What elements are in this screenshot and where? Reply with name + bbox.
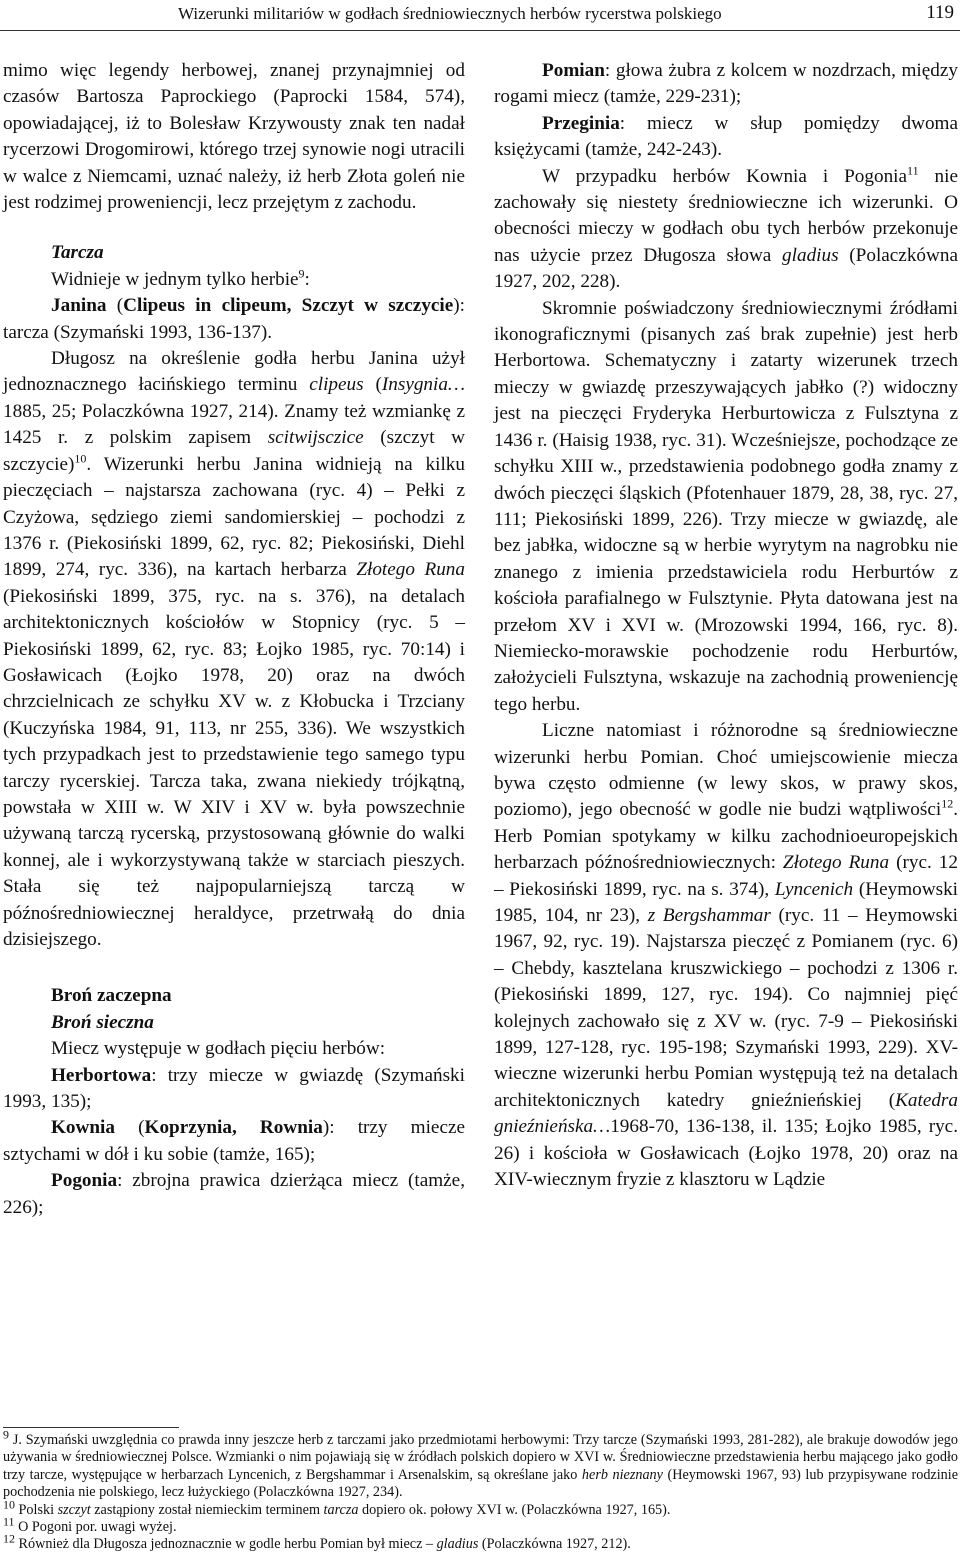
footnote-ref-12[interactable]: 12 (941, 796, 954, 811)
running-title: Wizerunki militariów w godłach średniowiecznych herbów rycerstwa polskiego (178, 4, 722, 23)
paragraph-pomian: Liczne natomiast i różnorodne są średniowieczne wizerunki herbu Pomian. Choć umiejscowienie miecza bywa często odmienne (w lewy skos, w prawy skos, poziomo), jego obecność w godle nie budzi wątpliwości$^{12}$. Herb Pomian spotykamy w kilku zachodnioeuropejskich herbarzach późnośredniowiecznych: Złotego Runa (ryc. 12 – Piekosiński 1899, ryc. na s. 374), Lyncenich (Heymowski 1985, 104, nr 23), z Bergshammar (ryc. 11 – Heymowski 1967, 92, ryc. 19). Najstarsza pieczęć z Pomianem (ryc. 6) – Chebdy, kasztelana kruszwickiego – pochodzi z 1306 r. (Piekosiński 1899, 127, ryc. 194). Co najmniej pięć kolejnych zachowało się z XV w. (ryc. 7-9 – Piekosiński 1899, 127-128, ryc. 195-198; Szymański 1993, 229). XV-wieczne wizerunki herbu Pomian występują też na detalach architektonicznych katedry gnieźnieńskiej (Katedra gnieźnieńska…1968-70, 136-138, il. 135; Łojko 1985, ryc. 26) i kościoła w Gosławicach (Łojko 1978, 20) oraz na XIV-wiecznym fryzie z klasztoru w Lądzie (494, 720, 958, 1191)
header-rule (0, 30, 960, 31)
running-header (0, 0, 960, 30)
herb-name-janina: Janina (51, 295, 107, 317)
left-column (3, 58, 465, 1221)
paragraph-herbortowa: Skromnie poświadczony średniowiecznymi źródłami ikonograficznymi (pisanych zaś brak zupełnie) jest herb Herbortowa. Schematyczny i zatarty wizerunek trzech mieczy w gwiazdę przeszywających jabłko (?) widoczny jest na pieczęci Fryderyka Herburtowicza z Fulsztyna z 1436 r. (Haisig 1938, ryc. 31). Wcześniejsze, pochodzące ze schyłku XIII w., przedstawienia podobnego godła znamy z dwóch pieczęci śląskich (Pfotenhauer 1879, 28, 38, ryc. 27, 111; Piekosiński 1899, 226). Trzy miecze w gwiazdę, ale bez jabłka, widoczne są w herbie wyrytym na nagrobku nie znanego z imienia przedstawiciela rodu Herburtów z kościoła parafialnego w Fulsztynie. Płyta datowana jest na przełom XV i XVI w. (Mrozowski 1994, 166, ryc. 8). Niemiecko-morawskie pochodzenie rodu Herburtów, założycieli Fulsztyna, wskazuje na zachodnią proweniencję tego herbu. (494, 297, 958, 715)
subsection-heading-bron-sieczna: Broń sieczna (51, 1011, 154, 1033)
footnote-12: $^{12}$ Również dla Długosza jednoznacznie w godle herbu Pomian był miecz – gladius (Polaczkówna 1927, 212). (3, 1531, 631, 1553)
footnote-ref-10[interactable]: 10 (74, 451, 87, 466)
footnote-11: $^{11}$ O Pogoni por. uwagi wyżej. (3, 1514, 177, 1536)
paragraph-janina: Janina (Clipeus in clipeum, Szczyt w szczycie): tarcza (Szymański 1993, 136-137). (3, 295, 466, 343)
list-item-przeginia: Przeginia: miecz w słup pomiędzy dwoma księżycami (tamże, 242-243). (494, 112, 958, 161)
footnote-ref-11[interactable]: 11 (907, 163, 919, 178)
right-column (494, 58, 958, 1193)
paragraph-kownia-pogonia: W przypadku herbów Kownia i Pogonia$^{11}$ nie zachowały się niestety średniowieczne ich wizerunki. O obecności mieczy w godłach obu tych herbów przekonuje nas użycie przez Długosza słowa gladius (Polaczkówna 1927, 202, 228). (494, 163, 958, 293)
list-item-pomian: Pomian: głowa żubra z kolcem w nozdrzach, między rogami miecz (tamże, 229-231); (494, 60, 958, 108)
section-heading-tarcza: Tarcza (51, 242, 104, 264)
paragraph-miecz: Miecz występuje w godłach pięciu herbów: (51, 1038, 386, 1060)
list-item-pogonia: Pogonia: zbrojna prawica dzierżąca miecz (tamże, 226); (3, 1170, 465, 1218)
herb-alias-janina: Clipeus in clipeum, Szczyt w szczycie (123, 295, 454, 317)
section-heading-bron-zaczepna: Broń zaczepna (51, 985, 172, 1007)
page-number: 119 (926, 2, 954, 23)
footnote-9: $^9$ J. Szymański uwzględnia co prawda inny jeszcze herb z tarczami jako przedmiotami herbowymi: Trzy tarcze (Szymański 1993, 281-282), ale brakuje dowodów jego używania w średniowiecznej Polsce. Wzmianki o nim pojawiają się w źródłach polskich dopiero w XVI w. Średniowieczne przedstawienia herbu mającego jako godło trzy tarcze, występujące w herbarzach Lyncenich, z Bergshammar i Arsenalskim, są określane jako herb nieznany (Heymowski 1967, 93) lub przypisywane rodzinie pochodzenia nie polskiego, lecz łużyckiego (Polaczkówna 1927, 234). (3, 1427, 958, 1501)
list-item-kownia: Kownia (Koprzynia, Rownia): trzy miecze sztychami w dół i ku sobie (tamże, 165); (3, 1117, 465, 1165)
footnotes (3, 1427, 958, 1554)
footnote-10: $^{10}$ Polski szczyt zastąpiony został niemieckim terminem tarcza dopiero ok. połowy XVI w. (Polaczkówna 1927, 165). (3, 1496, 671, 1518)
list-item-herbortowa: Herbortowa: trzy miecze w gwiazdę (Szymański 1993, 135); (3, 1064, 465, 1113)
paragraph-tarcza-intro: Widnieje w jednym tylko herbie$^9$: (51, 266, 310, 290)
footnote-ref-9[interactable]: 9 (298, 266, 305, 281)
paragraph-legend: mimo więc legendy herbowej, znanej przynajmniej od czasów Bartosza Paprockiego (Paprocki 1584, 574), opowiadającej, iż to Bolesław Krzywousty znak ten nadał rycerzowi Drogomirowi, którego trzej synowie nogi utracili w walce z Niemcami, uznać należy, iż herb Złota goleń nie jest rodzimej proweniencji, lecz przejętym z zachodu. (3, 60, 465, 214)
paragraph-dlugosz-janina: Długosz na określenie godła herbu Janina użył jednoznacznego łacińskiego terminu clipeus (Insygnia…1885, 25; Polaczkówna 1927, 214). Znamy też wzmiankę z 1425 r. z polskim zapisem scitwijsczice (szczyt w szczycie)$^{10}$. Wizerunki herbu Janina widnieją na kilku pieczęciach – najstarsza zachowana (ryc. 4) – Pełki z Czyżowa, sędziego ziemi sandomierskiej – pochodzi z 1376 r. (Piekosiński 1899, 62, ryc. 82; Piekosiński, Diehl 1899, 274, ryc. 336), na kartach herbarza Złotego Runa (Piekosiński 1899, 375, ryc. na s. 376), na detalach architektonicznych kościołów w Stopnicy (ryc. 5 – Piekosiński 1899, 62, ryc. 83; Łojko 1985, ryc. 70:14) i Gosławicach (Łojko 1978, 20) oraz na dwóch chrzcielnicach ze schyłku XV w. z Kłobucka i Trzciany (Kuczyńska 1984, 91, 113, nr 255, 336). We wszystkich tych przypadkach jest to przedstawienie tego samego typu tarczy rycerskiej. Tarcza taka, zwana niekiedy trójkątną, powstała w XIII w. W XIV i XV w. była powszechnie używaną tarczą rycerską, przystosowaną głównie do walki konnej, ale i wykorzystywaną także w starciach pieszych. Stała się też najpopularniejszą tarczą w późnośredniowiecznej heraldyce, przetrwałą do dnia dzisiejszego. (3, 348, 466, 950)
footnote-rule (3, 1427, 179, 1428)
